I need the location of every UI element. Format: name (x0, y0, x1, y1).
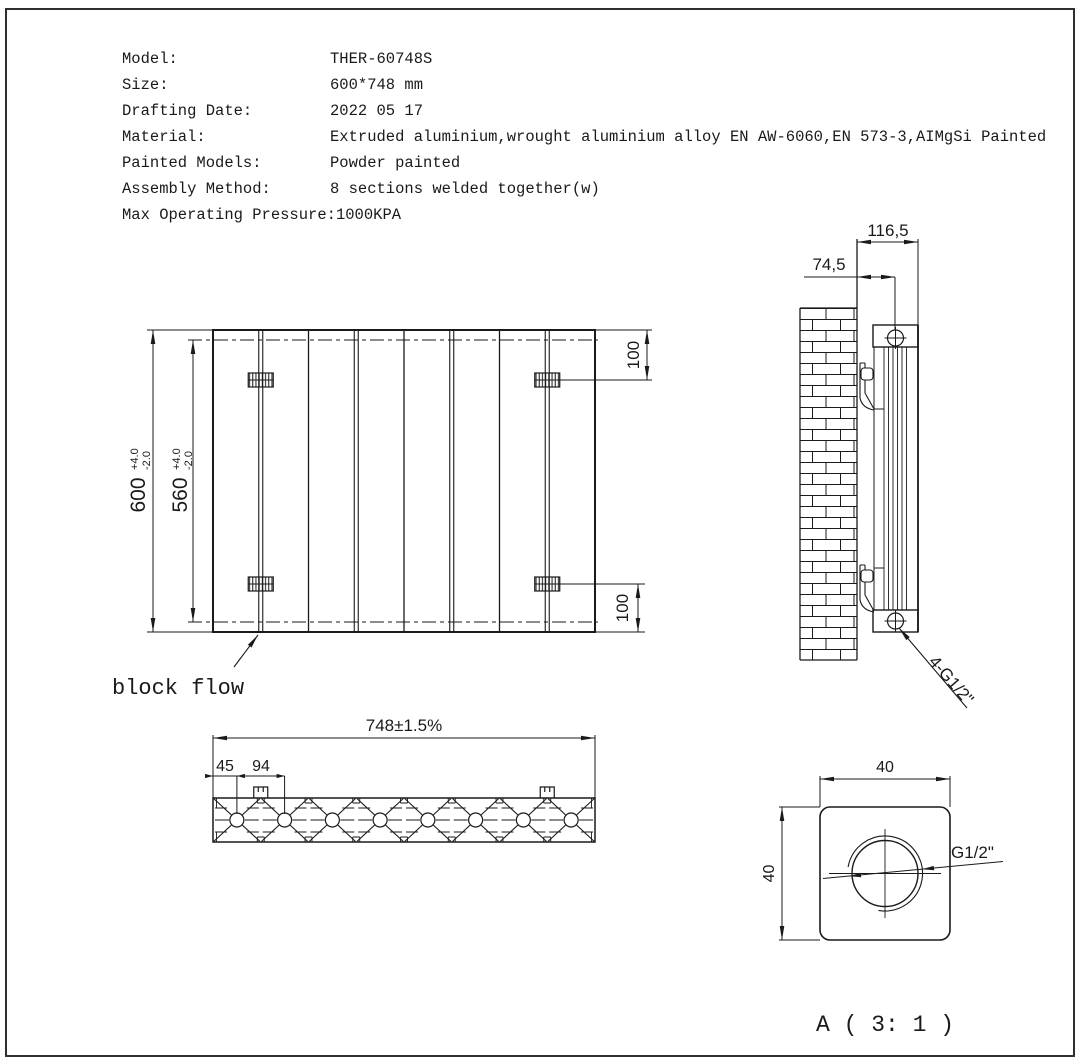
bottom-offset-dim-text: 100 (613, 593, 632, 623)
wall-brick-hatch (800, 308, 857, 660)
svg-text:600: 600 (127, 477, 150, 513)
edge-to-port-dim-text: 45 (216, 758, 234, 775)
svg-text:+4.0: +4.0 (171, 448, 183, 470)
detail-view (761, 759, 1003, 1038)
detail-width-dim-text: 40 (876, 759, 894, 776)
spec-label: Model: (122, 50, 178, 68)
spec-label: Size: (122, 76, 169, 94)
spec-value: Powder painted (330, 154, 461, 172)
inner-height-dim-text (169, 448, 195, 512)
bottom-view (205, 716, 595, 842)
width-dim-text: 748±1.5% (365, 716, 443, 735)
spec-label: Drafting Date: (122, 102, 253, 120)
depth-dim-text: 116,5 (867, 221, 909, 240)
bracket-clip-icon (535, 577, 560, 591)
svg-text:-2.0: -2.0 (141, 451, 153, 470)
wall-hook-icon (860, 565, 874, 612)
mounting-tab-icon (540, 787, 554, 798)
spec-value: 8 sections welded together(w) (330, 180, 600, 198)
section-pitch-dim-text: 94 (252, 758, 270, 775)
height-dim-text (127, 448, 153, 512)
svg-text:560: 560 (169, 477, 192, 513)
spec-label: Painted Models: (122, 154, 262, 172)
crosshair-lines (829, 829, 941, 918)
bracket-clip-icon (535, 373, 560, 387)
top-port-icon (885, 327, 907, 349)
section-cell (453, 799, 499, 842)
bracket-clip-icon (248, 373, 273, 387)
spec-value: 2022 05 17 (330, 102, 424, 120)
spec-value: Extruded aluminium,wrought aluminium alloy EN AW-6060,EN 573-3,AIMgSi Painted (330, 128, 1047, 146)
spec-label: Material: (122, 128, 206, 146)
thread-label: G1/2" (951, 843, 994, 862)
block-flow-leader (234, 635, 258, 667)
front-view (112, 330, 652, 701)
section-lines-single (309, 330, 500, 632)
spec-label: Max Operating Pressure: (122, 206, 336, 224)
section-cell (405, 799, 451, 842)
svg-text:-2.0: -2.0 (183, 451, 195, 470)
wall-hook-icon (860, 363, 874, 410)
spec-value: THER-60748S (330, 50, 433, 68)
connections-label: 4-G1/2" (924, 652, 978, 709)
back-rail (874, 347, 884, 610)
wall-to-axis-dim-text: 74,5 (812, 255, 846, 274)
spec-label: Assembly Method: (122, 180, 271, 198)
mounting-tab-icon (254, 787, 268, 798)
fin-lines (884, 347, 907, 610)
side-view (800, 221, 977, 708)
section-cell (548, 799, 594, 842)
section-cell (500, 799, 546, 842)
bottom-port-icon (885, 610, 907, 632)
block-flow-label: block flow (112, 676, 245, 701)
bracket-clip-icon (248, 577, 273, 591)
spec-value: 600*748 mm (330, 76, 424, 94)
section-cell (357, 799, 403, 842)
detail-view-title: A ( 3: 1 ) (815, 1012, 955, 1038)
svg-text:+4.0: +4.0 (129, 448, 141, 470)
spec-value: 1000KPA (335, 206, 402, 224)
section-cell (309, 799, 355, 842)
top-offset-dim-text: 100 (624, 340, 643, 370)
detail-height-dim-text: 40 (761, 864, 778, 883)
